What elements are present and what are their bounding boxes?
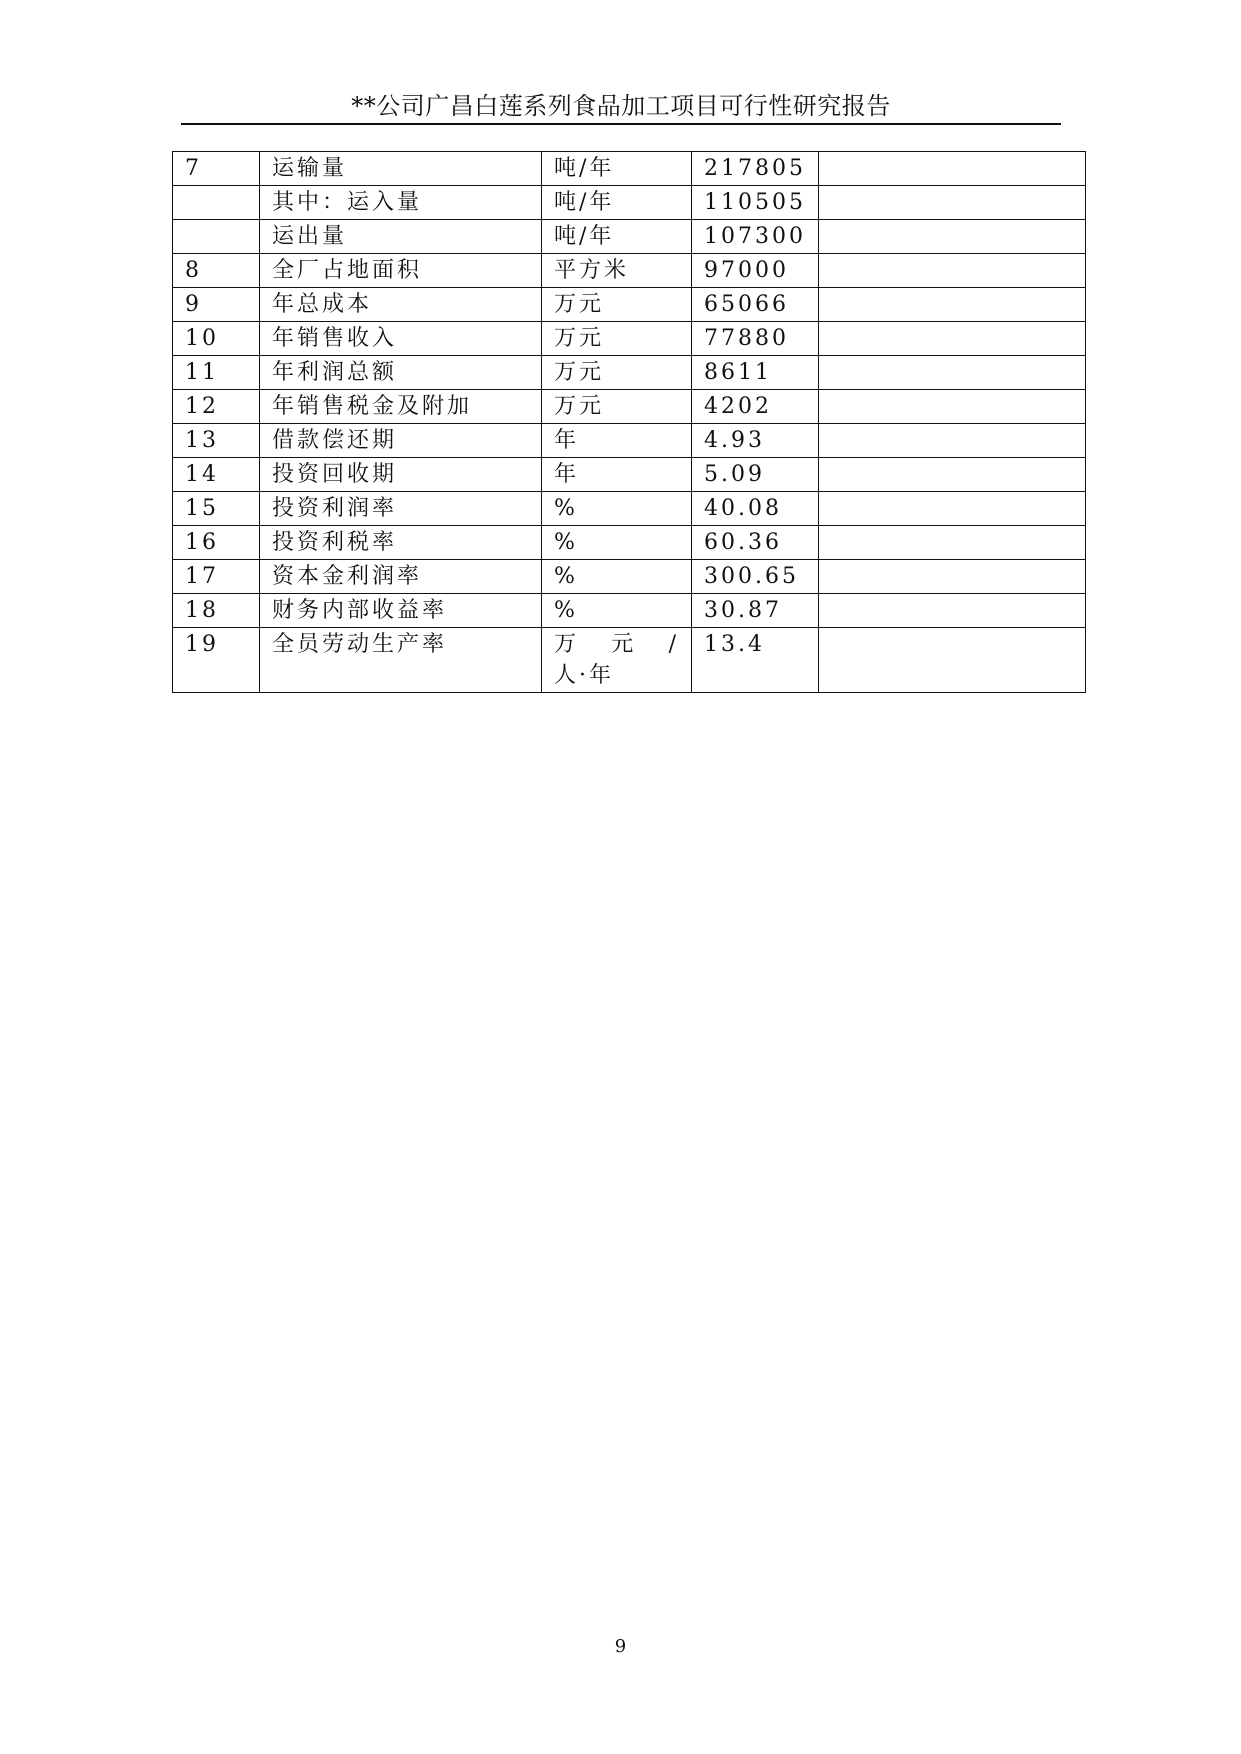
indicator-note: [818, 628, 1085, 693]
indicator-unit: 吨/年: [542, 220, 692, 254]
page-header-title: **公司广昌白莲系列食品加工项目可行性研究报告: [351, 92, 891, 120]
indicator-unit: 年: [542, 458, 692, 492]
indicator-unit: %: [542, 492, 692, 526]
indicator-note: [818, 288, 1085, 322]
table-row: [173, 526, 1086, 560]
row-number: [173, 186, 260, 220]
row-number: 10: [173, 322, 260, 356]
unit-first-line: [554, 629, 679, 660]
indicator-value: 8611: [692, 356, 819, 390]
row-number: 8: [173, 254, 260, 288]
indicator-note: [818, 560, 1085, 594]
table-row: [173, 390, 1086, 424]
indicator-value: 4.93: [692, 424, 819, 458]
unit-part-wan: 万: [554, 632, 580, 657]
indicator-note: [818, 492, 1085, 526]
unit-second-line: 人·年: [554, 663, 614, 688]
table-row: [173, 356, 1086, 390]
indicator-note: [818, 390, 1085, 424]
indicator-name: 全员劳动生产率: [260, 628, 542, 693]
indicator-name: 投资利润率: [260, 492, 542, 526]
indicator-note: [818, 254, 1085, 288]
indicator-name: 投资利税率: [260, 526, 542, 560]
indicator-note: [818, 526, 1085, 560]
table-row: [173, 492, 1086, 526]
table-row: [173, 458, 1086, 492]
indicator-unit: %: [542, 526, 692, 560]
row-number: 15: [173, 492, 260, 526]
indicator-name: 财务内部收益率: [260, 594, 542, 628]
indicator-note: [818, 152, 1085, 186]
indicator-unit: 万元: [542, 322, 692, 356]
row-number: 12: [173, 390, 260, 424]
page-number: 9: [614, 1636, 627, 1657]
indicator-note: [818, 356, 1085, 390]
indicator-unit: 平方米: [542, 254, 692, 288]
indicator-name: 投资回收期: [260, 458, 542, 492]
indicator-unit: 万元: [542, 288, 692, 322]
indicator-value: 40.08: [692, 492, 819, 526]
row-number: 14: [173, 458, 260, 492]
indicator-name: 运输量: [260, 152, 542, 186]
table-row: [173, 628, 1086, 693]
row-number: [173, 220, 260, 254]
indicator-unit: %: [542, 594, 692, 628]
indicator-name: 运出量: [260, 220, 542, 254]
indicator-name: 资本金利润率: [260, 560, 542, 594]
indicator-name: 全厂占地面积: [260, 254, 542, 288]
unit-part-slash: /: [668, 632, 679, 657]
indicator-value: 300.65: [692, 560, 819, 594]
indicator-name: 年销售税金及附加: [260, 390, 542, 424]
indicator-unit: 万元: [542, 390, 692, 424]
indicator-name: 借款偿还期: [260, 424, 542, 458]
table-row: [173, 424, 1086, 458]
indicator-value: 217805: [692, 152, 819, 186]
table-row: [173, 254, 1086, 288]
row-number: 7: [173, 152, 260, 186]
indicator-note: [818, 458, 1085, 492]
indicator-name: 年销售收入: [260, 322, 542, 356]
unit-part-yuan: 元: [611, 632, 637, 657]
indicator-note: [818, 322, 1085, 356]
indicator-name: 其中：运入量: [260, 186, 542, 220]
row-number: 11: [173, 356, 260, 390]
table-row: [173, 594, 1086, 628]
table-row: [173, 186, 1086, 220]
indicator-unit: 万元: [542, 356, 692, 390]
indicator-value: 65066: [692, 288, 819, 322]
table-row: [173, 220, 1086, 254]
indicator-unit: 年: [542, 424, 692, 458]
indicator-value: 110505: [692, 186, 819, 220]
indicator-value: 13.4: [692, 628, 819, 693]
indicator-note: [818, 220, 1085, 254]
indicator-value: 77880: [692, 322, 819, 356]
table-row: [173, 288, 1086, 322]
indicator-unit: %: [542, 560, 692, 594]
indicator-name: 年利润总额: [260, 356, 542, 390]
row-number: 18: [173, 594, 260, 628]
row-number: 9: [173, 288, 260, 322]
header-divider: [181, 123, 1061, 125]
indicator-note: [818, 186, 1085, 220]
indicator-value: 97000: [692, 254, 819, 288]
indicator-unit: [542, 628, 692, 693]
indicator-value: 107300: [692, 220, 819, 254]
indicator-unit: 吨/年: [542, 186, 692, 220]
indicator-unit: 吨/年: [542, 152, 692, 186]
table-row: [173, 152, 1086, 186]
row-number: 13: [173, 424, 260, 458]
indicator-value: 4202: [692, 390, 819, 424]
indicator-value: 5.09: [692, 458, 819, 492]
row-number: 16: [173, 526, 260, 560]
indicator-value: 60.36: [692, 526, 819, 560]
indicator-note: [818, 424, 1085, 458]
table-row: [173, 560, 1086, 594]
row-number: 19: [173, 628, 260, 693]
indicator-table: [172, 151, 1086, 693]
indicator-name: 年总成本: [260, 288, 542, 322]
table-row: [173, 322, 1086, 356]
indicator-note: [818, 594, 1085, 628]
indicator-value: 30.87: [692, 594, 819, 628]
row-number: 17: [173, 560, 260, 594]
